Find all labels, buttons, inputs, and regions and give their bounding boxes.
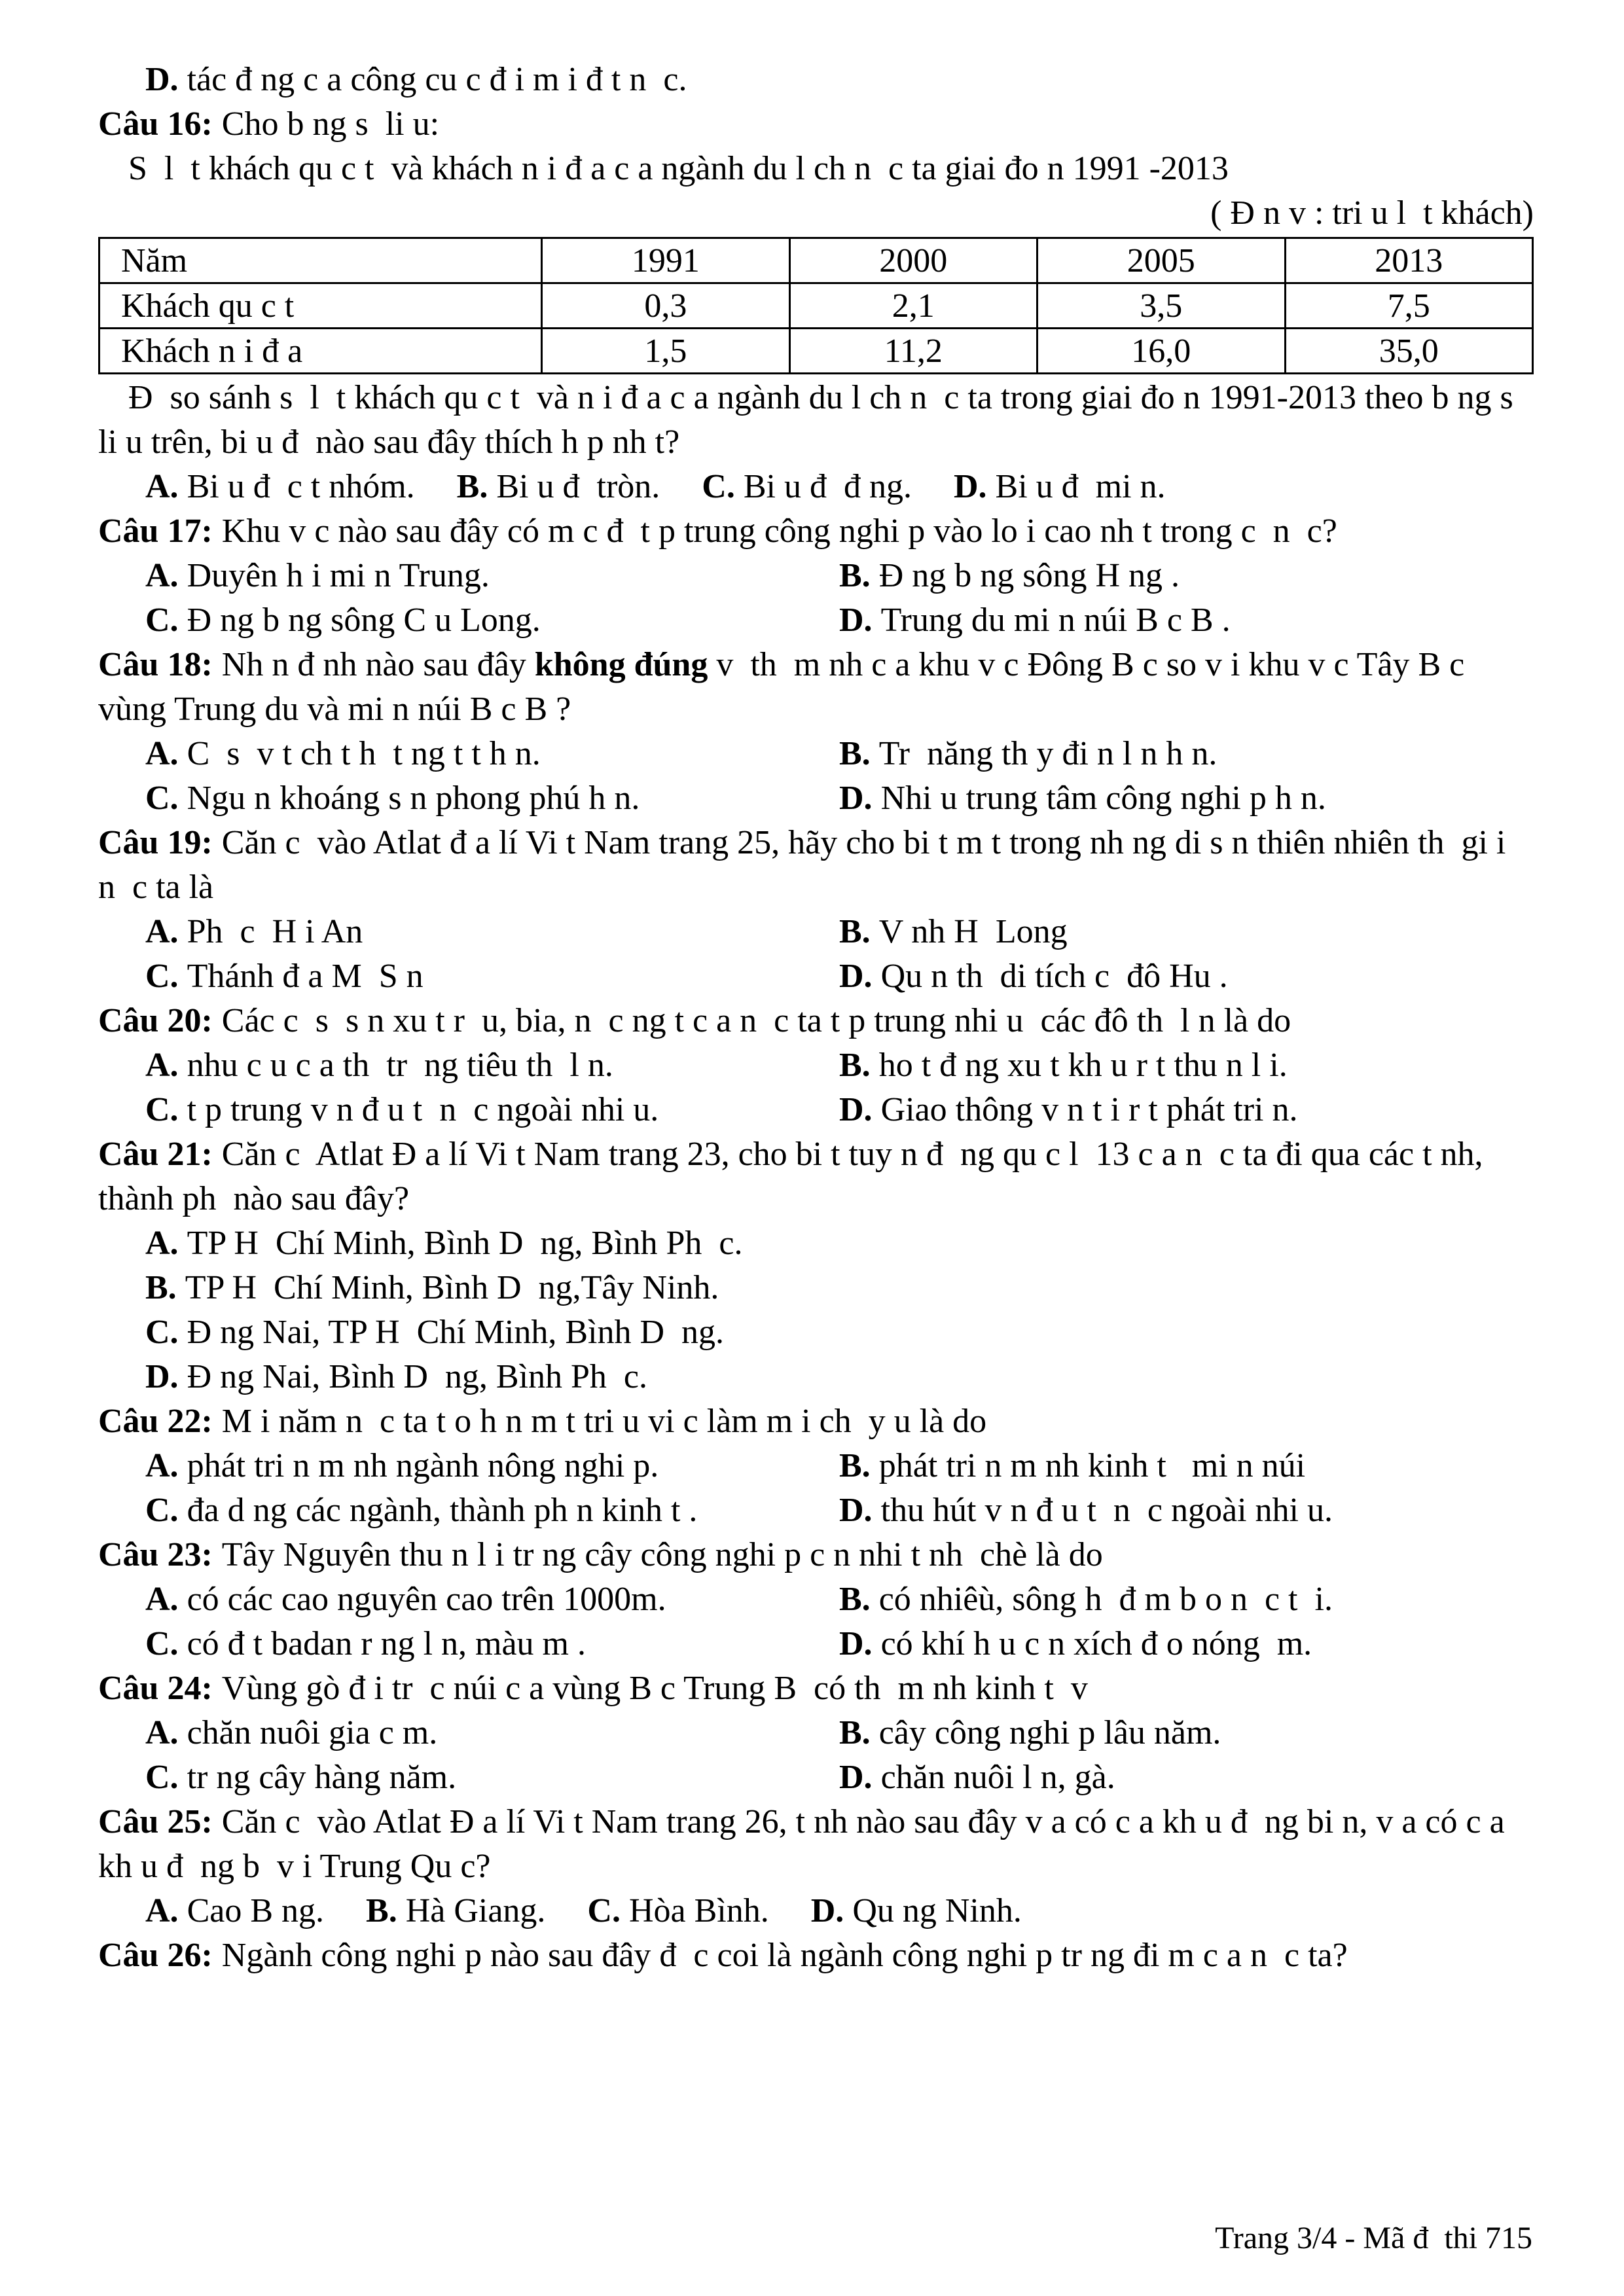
option-letter: C. — [145, 1625, 179, 1662]
option-letter: D. — [145, 61, 179, 98]
option-letter: A. — [145, 1225, 179, 1262]
option-letter: B. — [839, 1581, 871, 1618]
option-letter: B. — [839, 913, 871, 950]
option-c: C. Đ ng b ng sông C u Long. — [145, 601, 541, 639]
option-b: B. Hà Giang. — [366, 1892, 546, 1929]
question-text: Câu 26: Ngành công nghi p nào sau đây đ c coi là ngành công nghi p tr ng đi m c a n c ta? — [98, 1937, 1348, 1974]
question-22 — [98, 1399, 1534, 1533]
option-b: B. ho t đ ng xu t kh u r t thu n l i. — [839, 1047, 1288, 1084]
option-a: A. Bi u đ c t nhóm. — [145, 468, 415, 505]
option-letter: A. — [145, 1714, 179, 1751]
table-header-cell: 2013 — [1285, 238, 1533, 283]
option-d: D. Qu n th di tích c đô Hu . — [839, 958, 1228, 995]
option-letter: A. — [145, 1447, 179, 1484]
option-letter: B. — [456, 468, 488, 505]
option-letter: B. — [145, 1269, 177, 1306]
option-letter: D. — [810, 1892, 844, 1929]
option-a: A. TP H Chí Minh, Bình D ng, Bình Ph c. — [145, 1225, 743, 1262]
statistics-table — [98, 237, 1534, 374]
question-25 — [98, 1800, 1534, 1933]
option-letter: B. — [839, 557, 871, 594]
question-number: Câu 23: — [98, 1536, 213, 1573]
option-letter: A. — [145, 468, 179, 505]
table-header-cell: 1991 — [542, 238, 789, 283]
table-cell: 2,1 — [789, 283, 1037, 329]
option-letter: D. — [839, 958, 873, 995]
question-23 — [98, 1533, 1534, 1666]
table-cell: 16,0 — [1038, 329, 1285, 374]
option-letter: C. — [145, 958, 179, 995]
option-letter: B. — [839, 1714, 871, 1751]
option-d: D. Trung du mi n núi B c B . — [839, 601, 1231, 639]
table-cell: 0,3 — [542, 283, 789, 329]
option-b: B. V nh H Long — [839, 913, 1068, 950]
question-number: Câu 21: — [98, 1136, 213, 1173]
option-letter: C. — [702, 468, 735, 505]
option-c: C. Ngu n khoáng s n phong phú h n. — [145, 780, 640, 817]
option-letter: B. — [839, 1447, 871, 1484]
emphasis-text: không đúng — [534, 646, 708, 683]
option-letter: A. — [145, 735, 179, 772]
option-letter: D. — [145, 1358, 179, 1395]
option-d: D. Bi u đ mi n. — [953, 468, 1166, 505]
option-a: A. Ph c H i An — [145, 913, 363, 950]
option-letter: D. — [839, 780, 873, 817]
option-c: C. Thánh đ a M S n — [145, 958, 424, 995]
option-a: A. Duyên h i mi n Trung. — [145, 557, 490, 594]
question-text: Câu 25: Căn c vào Atlat Đ a lí Vi t Nam trang 26, t nh nào sau đây v a có c a kh u đ ng bi n, v a có c a kh u đ ng b v i Trung Qu c? — [98, 1803, 1513, 1885]
option-letter: C. — [145, 1759, 179, 1796]
options — [98, 1577, 1534, 1666]
question-text: Câu 23: Tây Nguyên thu n l i tr ng cây công nghi p c n nhi t nh chè là do — [98, 1536, 1103, 1573]
question-text: Câu 20: Các c s s n xu t r u, bia, n c ng t c a n c ta t p trung nhi u các đô th l n là do — [98, 1002, 1291, 1039]
option-letter: A. — [145, 913, 179, 950]
question-text: Câu 21: Căn c Atlat Đ a lí Vi t Nam trang 23, cho bi t tuy n đ ng qu c l 13 c a n c ta đi qua các t nh, thành ph nào sau đây? — [98, 1136, 1492, 1217]
option-a: A. có các cao nguyên cao trên 1000m. — [145, 1581, 666, 1618]
question-number: Câu 24: — [98, 1670, 213, 1707]
question-text: Câu 17: Khu v c nào sau đây có m c đ t p trung công nghi p vào lo i cao nh t trong c n c? — [98, 512, 1337, 550]
option-a: A. Cao B ng. — [145, 1892, 325, 1929]
option-letter: D. — [839, 1492, 873, 1529]
option-b: B. Tr năng th y đi n l n h n. — [839, 735, 1218, 772]
question-20 — [98, 999, 1534, 1132]
table-header-row — [99, 238, 1533, 283]
question-number: Câu 17: — [98, 512, 213, 550]
option-letter: D. — [953, 468, 987, 505]
option-c: C. Hòa Bình. — [587, 1892, 769, 1929]
table-row — [99, 283, 1533, 329]
option-c: C. Bi u đ đ ng. — [702, 468, 912, 505]
option-d: D. có khí h u c n xích đ o nóng m. — [839, 1625, 1312, 1662]
table-header-cell: 2005 — [1038, 238, 1285, 283]
table-cell: 7,5 — [1285, 283, 1533, 329]
question-number: Câu 26: — [98, 1937, 213, 1974]
question-number: Câu 18: — [98, 646, 213, 683]
option-a: A. C s v t ch t h t ng t t h n. — [145, 735, 541, 772]
question-text: Câu 16: Cho b ng s li u: — [98, 105, 440, 143]
question-prompt: Đ so sánh s l t khách qu c t và n i đ a c a ngành du l ch n c ta trong giai đo n 1991-2013 theo b ng s li u trên, bi u đ nào sau đây thích h p nh t? — [98, 379, 1530, 461]
option-letter: D. — [839, 1759, 873, 1796]
options — [98, 1444, 1534, 1533]
orphan-option-d — [98, 58, 1534, 102]
options — [98, 1043, 1534, 1132]
options — [98, 1711, 1534, 1800]
option-letter: C. — [145, 601, 179, 639]
option-d: D. Giao thông v n t i r t phát tri n. — [839, 1091, 1298, 1128]
option-a: A. phát tri n m nh ngành nông nghi p. — [145, 1447, 659, 1484]
question-text: Câu 24: Vùng gò đ i tr c núi c a vùng B c Trung B có th m nh kinh t v — [98, 1670, 1088, 1707]
options — [98, 465, 1534, 509]
table-cell: 3,5 — [1038, 283, 1285, 329]
table-unit-note: ( Đ n v : tri u l t khách) — [1210, 194, 1534, 232]
option-c: C. đa d ng các ngành, thành ph n kinh t . — [145, 1492, 698, 1529]
option-letter: B. — [839, 1047, 871, 1084]
options — [98, 910, 1534, 999]
table-row — [99, 329, 1533, 374]
question-number: Câu 20: — [98, 1002, 213, 1039]
option-b: B. TP H Chí Minh, Bình D ng,Tây Ninh. — [145, 1269, 719, 1306]
option-c: C. Đ ng Nai, TP H Chí Minh, Bình D ng. — [145, 1314, 725, 1351]
question-text: Câu 22: M i năm n c ta t o h n m t tri u vi c làm m i ch y u là do — [98, 1403, 987, 1440]
question-number: Câu 25: — [98, 1803, 213, 1840]
page-content — [98, 58, 1534, 1978]
option-letter: C. — [145, 1492, 179, 1529]
option-text: tác đ ng c a công cu c đ i m i đ t n c. — [187, 61, 687, 98]
question-text: Câu 19: Căn c vào Atlat đ a lí Vi t Nam trang 25, hãy cho bi t m t trong nh ng di s n thiên nhiên th gi i n c ta là — [98, 824, 1523, 906]
question-24 — [98, 1666, 1534, 1800]
option-b: B. Đ ng b ng sông H ng . — [839, 557, 1180, 594]
table-cell: 1,5 — [542, 329, 789, 374]
option-letter: A. — [145, 1581, 179, 1618]
question-18 — [98, 643, 1534, 821]
option-letter: B. — [366, 1892, 397, 1929]
table-header-cell: Năm — [99, 238, 542, 283]
option-c: C. có đ t badan r ng l n, màu m . — [145, 1625, 586, 1662]
option-letter: C. — [587, 1892, 621, 1929]
question-text: Câu 18: Nh n đ nh nào sau đây không đúng v th m nh c a khu v c Đông B c so v i khu v c Tây B c vùng Trung du và mi n núi B c B ? — [98, 646, 1482, 728]
option-b: B. Bi u đ tròn. — [456, 468, 660, 505]
options — [98, 732, 1534, 821]
option-d: D. Đ ng Nai, Bình D ng, Bình Ph c. — [145, 1358, 648, 1395]
option-d: D. Nhi u trung tâm công nghi p h n. — [839, 780, 1326, 817]
question-16 — [98, 102, 1534, 509]
question-number: Câu 16: — [98, 105, 213, 143]
question-number: Câu 22: — [98, 1403, 213, 1440]
question-21 — [98, 1132, 1534, 1399]
option-letter: D. — [839, 601, 873, 639]
option-a: A. nhu c u c a th tr ng tiêu th l n. — [145, 1047, 613, 1084]
option-c: C. tr ng cây hàng năm. — [145, 1759, 457, 1796]
option-letter: A. — [145, 557, 179, 594]
option-letter: A. — [145, 1047, 179, 1084]
option-b: B. phát tri n m nh kinh t mi n núi — [839, 1447, 1306, 1484]
options — [98, 1221, 1534, 1399]
table-header-cell: 2000 — [789, 238, 1037, 283]
option-letter: D. — [839, 1625, 873, 1662]
page-footer: Trang 3/4 - Mã đ thi 715 — [1215, 2221, 1532, 2255]
question-26 — [98, 1933, 1534, 1978]
table-cell: 11,2 — [789, 329, 1037, 374]
option-d: D. thu hút v n đ u t n c ngoài nhi u. — [839, 1492, 1333, 1529]
question-19 — [98, 821, 1534, 999]
table-cell: Khách n i đ a — [99, 329, 542, 374]
option-letter: C. — [145, 780, 179, 817]
table-title: S l t khách qu c t và khách n i đ a c a ngành du l ch n c ta giai đo n 1991 -2013 — [128, 150, 1229, 187]
options — [98, 1889, 1534, 1933]
option-letter: B. — [839, 735, 871, 772]
option-letter: D. — [839, 1091, 873, 1128]
option-d: D. chăn nuôi l n, gà. — [839, 1759, 1115, 1796]
option-letter: C. — [145, 1091, 179, 1128]
option-d: D. Qu ng Ninh. — [810, 1892, 1022, 1929]
table-cell: 35,0 — [1285, 329, 1533, 374]
question-number: Câu 19: — [98, 824, 213, 861]
option-b: B. có nhiêù, sông h đ m b o n c t i. — [839, 1581, 1333, 1618]
option-letter: C. — [145, 1314, 179, 1351]
table-cell: Khách qu c t — [99, 283, 542, 329]
option-b: B. cây công nghi p lâu năm. — [839, 1714, 1221, 1751]
question-list — [98, 102, 1534, 1978]
option-c: C. t p trung v n đ u t n c ngoài nhi u. — [145, 1091, 659, 1128]
option-letter: A. — [145, 1892, 179, 1929]
question-17 — [98, 509, 1534, 643]
options — [98, 554, 1534, 643]
option-a: A. chăn nuôi gia c m. — [145, 1714, 438, 1751]
